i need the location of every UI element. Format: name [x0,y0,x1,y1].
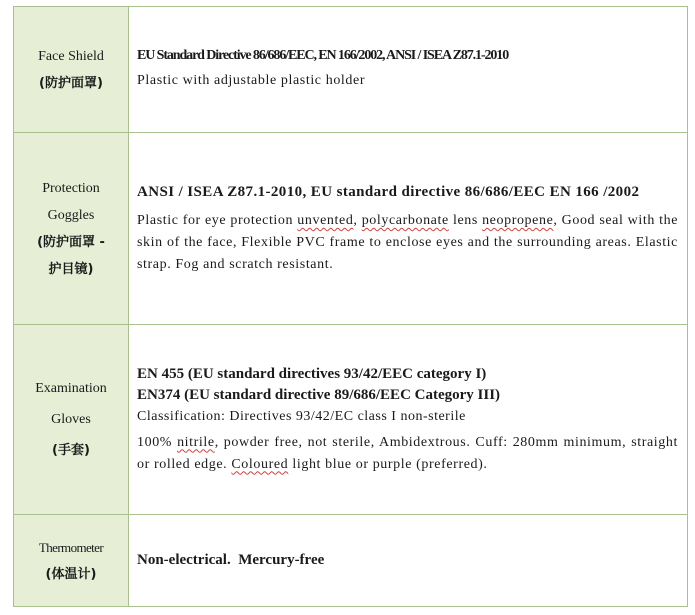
standard-text: ANSI / ISEA Z87.1-2010, EU standard directive 86/686/EEC EN 166 /2002 [137,184,640,200]
spellcheck-word: Coloured [231,456,289,472]
label-text: Protection [42,180,100,196]
description-text: Non-electrical. Mercury-free [137,552,325,568]
label-text: Face Shield [38,48,104,64]
ppe-spec-table [13,6,688,607]
row-label-face-shield [14,7,129,133]
row-content-thermometer [129,515,688,607]
standard-text: EN374 (EU standard directive 89/686/EEC Category III) [137,386,501,403]
description-text [137,432,678,476]
label-text: Examination [35,381,107,396]
row-content-examination-gloves [129,325,688,515]
label-text-cn: (防护面罩 - [37,234,105,250]
row-label-protection-goggles [14,133,129,325]
label-text: Goggles [47,207,95,223]
description-segment: , [353,213,362,228]
label-text-cn: (体温计) [45,566,97,582]
description-segment: Plastic for eye protection [137,213,298,228]
standard-text: EN 455 (EU standard directives 93/42/EEC category I) [137,365,487,382]
description-segment: 100% [137,434,178,450]
spellcheck-word: nitrile [177,434,215,450]
label-text-cn: (手套) [52,443,90,458]
spellcheck-word: polycarbonate [361,213,449,228]
row-content-protection-goggles [129,133,688,325]
table-row [14,515,688,607]
classification-text: Classification: Directives 93/42/EC class I non-sterile [137,408,466,424]
description-text [137,210,678,276]
label-text: Thermometer [38,539,104,555]
description-segment: , Good seal with the skin of the face, Flexible PVC frame to enclose eyes and the surrounding areas. Elastic strap. Fog and scratch resistant. [137,213,679,272]
label-text-cn: 护目镜) [48,261,94,277]
table-row [14,133,688,325]
standard-text: EU Standard Directive 86/686/EEC, EN 166/2002, ANSI / ISEA Z87.1-2010 [137,47,509,63]
row-label-thermometer [14,515,129,607]
description-segment: light blue or purple (preferred). [288,456,488,472]
label-text-cn: (防护面罩) [39,75,103,91]
row-content-face-shield [129,7,688,133]
description-text: Plastic with adjustable plastic holder [137,72,366,88]
row-label-examination-gloves [14,325,129,515]
spellcheck-word: unvented [297,213,354,228]
table-row [14,325,688,515]
table-row [14,7,688,133]
label-text: Gloves [51,412,91,427]
description-segment: , powder free, not sterile, Ambidextrous. Cuff: 280mm minimum, straight or rolled edge. [137,434,678,472]
description-segment: lens [448,213,483,228]
spellcheck-word: neopropene [482,213,554,228]
